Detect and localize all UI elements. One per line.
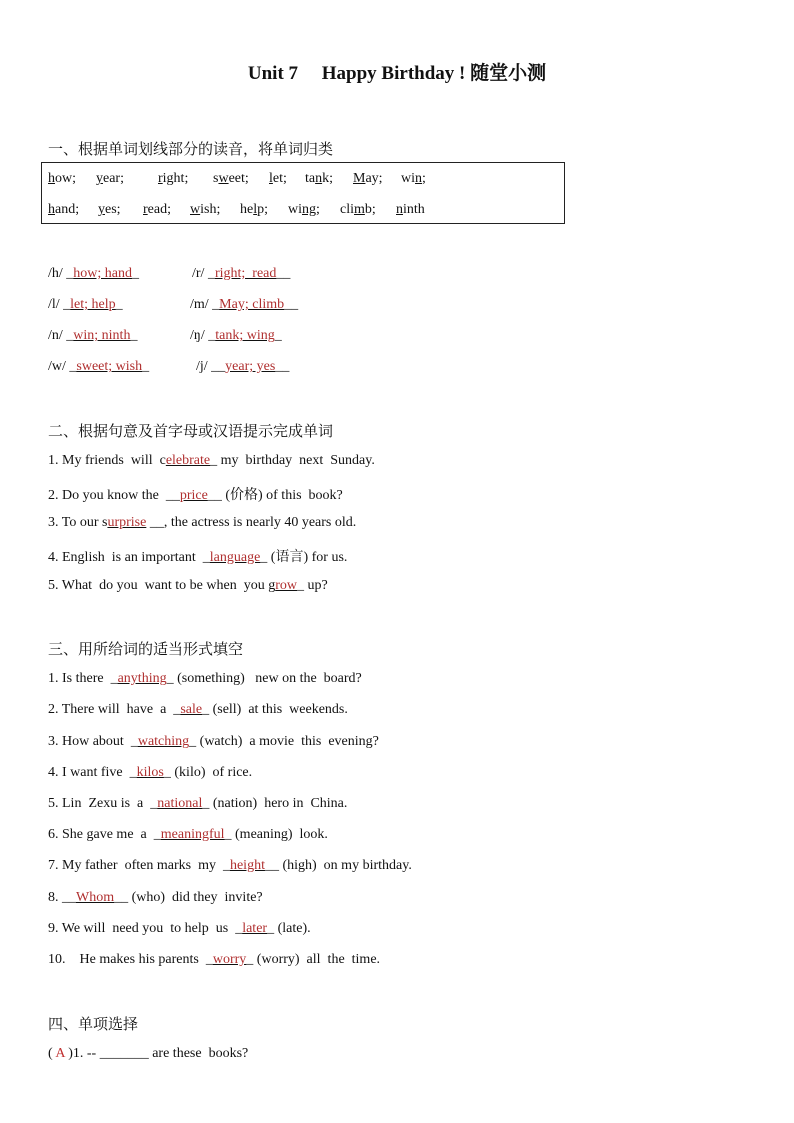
word-item: right; xyxy=(158,171,189,186)
word-item: May; xyxy=(353,171,383,186)
question-line: 2. There will have a _sale_ (sell) at this weekends. xyxy=(48,702,348,717)
sound-answer: /m/ _May; climb__ xyxy=(190,297,299,312)
question-line: 5. What do you want to be when you grow_ up? xyxy=(48,578,328,593)
page-title: Unit 7 Happy Birthday ! 随堂小测 xyxy=(247,63,547,84)
question-line: 3. How about _watching_ (watch) a movie this evening? xyxy=(48,734,379,749)
question-line: 1. Is there _anything_ (something) new on the board? xyxy=(48,671,362,686)
question-line: 7. My father often marks my _height__ (high) on my birthday. xyxy=(48,858,412,873)
sound-answer: /w/ _sweet; wish_ xyxy=(48,359,150,374)
word-row-1 xyxy=(48,171,426,187)
word-item: hand; xyxy=(48,202,80,217)
word-row-2 xyxy=(48,202,425,218)
word-item: tank; xyxy=(305,171,333,186)
question-line: 8. __Whom__ (who) did they invite? xyxy=(48,890,263,905)
sound-answer: /ŋ/ _tank; wing_ xyxy=(190,328,282,343)
question-line: 1. My friends will celebrate_ my birthday next Sunday. xyxy=(48,453,375,468)
section2-heading: 二、根据句意及首字母或汉语提示完成单词 xyxy=(48,422,334,440)
sound-answer: /l/ _let; help_ xyxy=(48,297,123,312)
question-line: ( A )1. -- _______ are these books? xyxy=(48,1046,249,1061)
section3-heading: 三、用所给词的适当形式填空 xyxy=(48,640,244,658)
word-item: help; xyxy=(240,202,268,217)
word-item: let; xyxy=(269,171,287,186)
question-line: 6. She gave me a _meaningful_ (meaning) look. xyxy=(48,827,328,842)
sound-answer: /j/ __year; yes__ xyxy=(196,359,290,374)
word-item: yes; xyxy=(98,202,121,217)
word-item: wish; xyxy=(190,202,221,217)
word-item: sweet; xyxy=(213,171,249,186)
sound-answer: /r/ _right; read__ xyxy=(192,266,291,281)
question-line: 2. Do you know the __price__ (价格) of this book? xyxy=(48,488,343,503)
word-box xyxy=(41,162,565,224)
question-line: 4. I want five _kilos_ (kilo) of rice. xyxy=(48,765,253,780)
word-item: climb; xyxy=(340,202,376,217)
question-line: 5. Lin Zexu is a _national_ (nation) hero in China. xyxy=(48,796,348,811)
word-item: year; xyxy=(96,171,124,186)
question-line: 3. To our surprise __, the actress is nearly 40 years old. xyxy=(48,515,357,530)
question-line: 9. We will need you to help us _later_ (late). xyxy=(48,921,311,936)
sound-answer: /n/ _win; ninth_ xyxy=(48,328,138,343)
section4-heading: 四、单项选择 xyxy=(48,1015,139,1033)
word-item: read; xyxy=(143,202,171,217)
word-item: how; xyxy=(48,171,76,186)
word-item: win; xyxy=(401,171,426,186)
question-line: 10. He makes his parents _worry_ (worry) all the time. xyxy=(48,952,381,967)
section1-heading: 一、根据单词划线部分的读音，将单词归类 xyxy=(48,140,334,158)
sound-answer: /h/ _how; hand_ xyxy=(48,266,139,281)
word-item: ninth xyxy=(396,202,425,217)
question-line: 4. English is an important _language_ (语言) for us. xyxy=(48,550,348,565)
word-item: wing; xyxy=(288,202,320,217)
